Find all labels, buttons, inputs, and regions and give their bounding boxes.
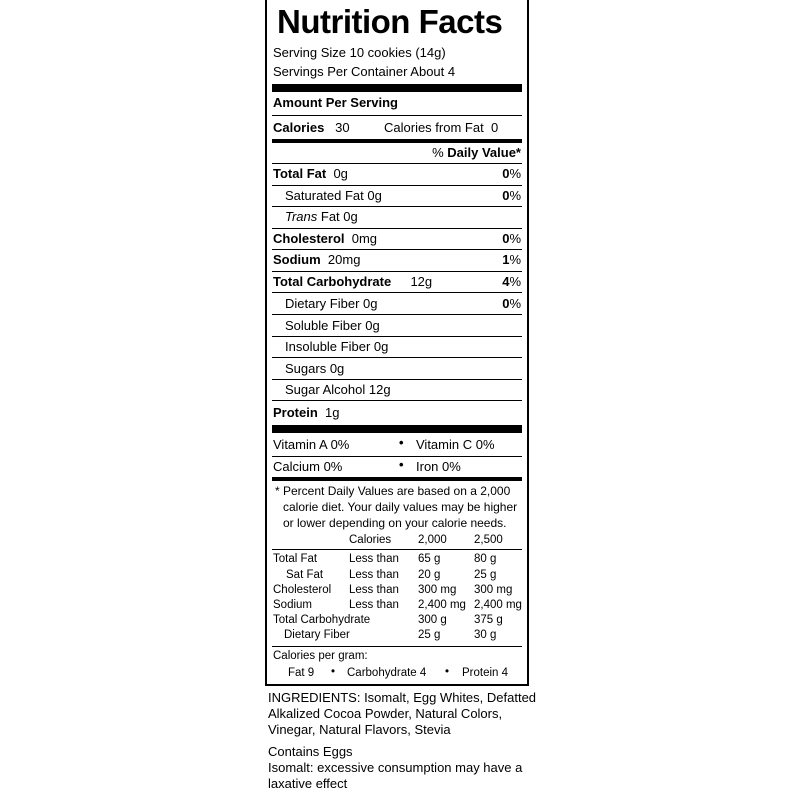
dv-table-cell: Total Fat [273,553,318,565]
vitamin-a: Vitamin A 0% [273,437,350,452]
dv-table-cell: 375 g [474,614,503,626]
dv-table-cell: 300 g [418,614,447,626]
divider [272,292,522,293]
nutrient-amount: 0mg [351,231,378,246]
divider [272,228,522,229]
divider [272,379,522,380]
spacer [321,252,328,267]
nutrient-label [285,318,380,333]
panel-title: Nutrition Facts [277,3,503,40]
calories-from-fat [384,120,498,135]
percent-sign: % [509,188,521,203]
bullet-separator: • [331,666,336,678]
nutrient-name: Sugars [285,361,327,376]
iron: Iron 0% [416,459,461,474]
spacer [318,405,325,420]
nutrient-label [285,382,391,397]
nutrient-label [273,252,360,267]
calories-row [273,120,350,135]
nutrient-amount: 0g [373,339,389,354]
dv-table-cell: Sat Fat [286,569,324,581]
divider [272,115,522,116]
nutrient-name: Total Carbohydrate [273,274,392,289]
nutrient-amount: 0g [343,209,358,224]
nutrient-percent-value: 1 [502,252,510,267]
nutrient-name: Cholesterol [273,231,345,246]
ingredients-block [268,690,538,792]
nutrient-percent [502,188,521,203]
nutrient-name: Insoluble Fiber [285,339,371,354]
divider-medium [272,139,522,143]
dv-table-cell: 300 mg [474,584,513,596]
divider [272,314,522,315]
nutrient-percent-value: 0 [502,231,510,246]
nutrient-percent-value: 0 [502,166,510,181]
nutrient-amount: 0g [329,361,345,376]
percent-sign: % [509,166,521,181]
divider [272,206,522,207]
dv-table-cell: Sodium [273,599,312,611]
nutrient-percent [502,166,521,181]
divider [272,336,522,337]
daily-value-prefix: % [432,145,448,160]
nutrient-amount: 12g [410,274,433,289]
dv-header-calories: Calories [349,534,392,546]
dv-table-cell: 30 g [474,629,497,641]
divider-thick [272,84,522,92]
dv-table-cell: 300 mg [418,584,457,596]
divider-medium [272,477,522,481]
allergen-statement: Contains Eggs [268,744,353,759]
nutrient-amount: 0g [333,166,348,181]
vitamin-c: Vitamin C 0% [416,437,495,452]
spacer [391,274,398,289]
nutrient-percent [502,252,521,267]
nutrient-label [285,188,382,203]
ingredients-text: INGREDIENTS: Isomalt, Egg Whites, Defatted Alkalized Cocoa Powder, Natural Colors, Vinegar, Natural Flavors, Stevia [268,690,537,737]
divider [272,456,522,457]
dv-table-cell: 25 g [418,629,441,641]
footnote-line: or lower depending on your calorie needs. [283,516,507,530]
dv-header-2500: 2,500 [474,534,503,546]
calcium: Calcium 0% [273,459,343,474]
nutrient-name-suffix: Fat [317,209,340,224]
calories-per-gram-protein: Protein 4 [462,667,509,679]
nutrient-amount: 0g [363,296,378,311]
dv-table-cell: Total Carbohydrate [273,614,371,626]
percent-sign: % [509,252,521,267]
bullet-separator: • [445,666,450,678]
serving-size: Serving Size 10 cookies (14g) [273,45,446,60]
divider [272,549,522,550]
calories-from-fat-label: Calories from Fat [384,120,484,135]
dv-table-cell: 80 g [474,553,497,565]
nutrient-label [273,231,377,246]
calories-per-gram-fat: Fat 9 [288,667,315,679]
nutrient-label [273,405,340,420]
nutrient-label [285,209,358,224]
nutrient-percent [502,296,521,311]
nutrient-amount: 0g [365,318,380,333]
divider [272,357,522,358]
nutrient-name: Dietary Fiber [285,296,360,311]
divider [272,646,522,647]
nutrient-name: Sugar Alcohol [285,382,366,397]
dv-table-cell: Less than [349,569,399,581]
percent-sign: % [509,231,521,246]
daily-value-header [432,145,521,160]
nutrient-name: Sodium [273,252,321,267]
nutrient-label [285,296,378,311]
isomalt-warning: Isomalt: excessive consumption may have a laxative effect [268,760,523,791]
nutrient-percent-value: 4 [502,274,510,289]
nutrient-percent [502,274,521,289]
amount-per-serving: Amount Per Serving [273,95,398,110]
dv-table-cell: 20 g [418,569,441,581]
dv-table-cell: 25 g [474,569,497,581]
nutrient-name: Protein [273,405,318,420]
dv-table-cell: Cholesterol [273,584,332,596]
dv-table-cell: 2,400 mg [418,599,466,611]
dv-table-cell: Dietary Fiber [284,629,350,641]
calories-per-gram-carbohydrate: Carbohydrate 4 [347,667,427,679]
nutrient-amount: 12g [368,382,391,397]
nutrient-label [285,339,388,354]
nutrient-amount: 20mg [327,252,361,267]
divider [272,400,522,401]
calories-value: 30 [335,120,350,135]
dv-table-cell: Less than [349,584,399,596]
nutrient-percent-value: 0 [502,188,510,203]
dv-table-cell: 2,400 mg [474,599,522,611]
percent-sign: % [509,296,521,311]
dv-table-cell: Less than [349,553,399,565]
bullet-separator: • [399,457,404,472]
footnote-line: * Percent Daily Values are based on a 2,000 [275,484,511,498]
footnote-line: calorie diet. Your daily values may be higher [283,500,518,514]
divider-thick [272,425,522,433]
divider [272,249,522,250]
nutrient-percent [502,231,521,246]
nutrient-label [273,166,348,181]
calories-label: Calories [273,120,325,135]
divider [272,271,522,272]
nutrient-name: Trans [285,209,318,224]
daily-value-label: Daily Value* [447,145,521,160]
nutrient-name: Soluble Fiber [285,318,362,333]
calories-from-fat-value: 0 [490,120,499,135]
nutrient-amount: 0g [367,188,382,203]
dv-header-2000: 2,000 [418,534,447,546]
spacer [345,231,352,246]
nutrient-label [285,361,344,376]
divider [272,163,522,164]
nutrient-amount: 1g [325,405,340,420]
percent-sign: % [509,274,521,289]
dv-table-cell: 65 g [418,553,441,565]
servings-per-container: Servings Per Container About 4 [273,64,456,79]
divider [272,185,522,186]
nutrition-facts-panel [265,0,529,686]
calories-per-gram-label: Calories per gram: [273,650,368,662]
nutrient-percent-value: 0 [502,296,510,311]
nutrient-name: Saturated Fat [285,188,364,203]
nutrient-label [273,274,432,289]
bullet-separator: • [399,435,404,450]
nutrient-name: Total Fat [273,166,327,181]
dv-table-cell: Less than [349,599,399,611]
